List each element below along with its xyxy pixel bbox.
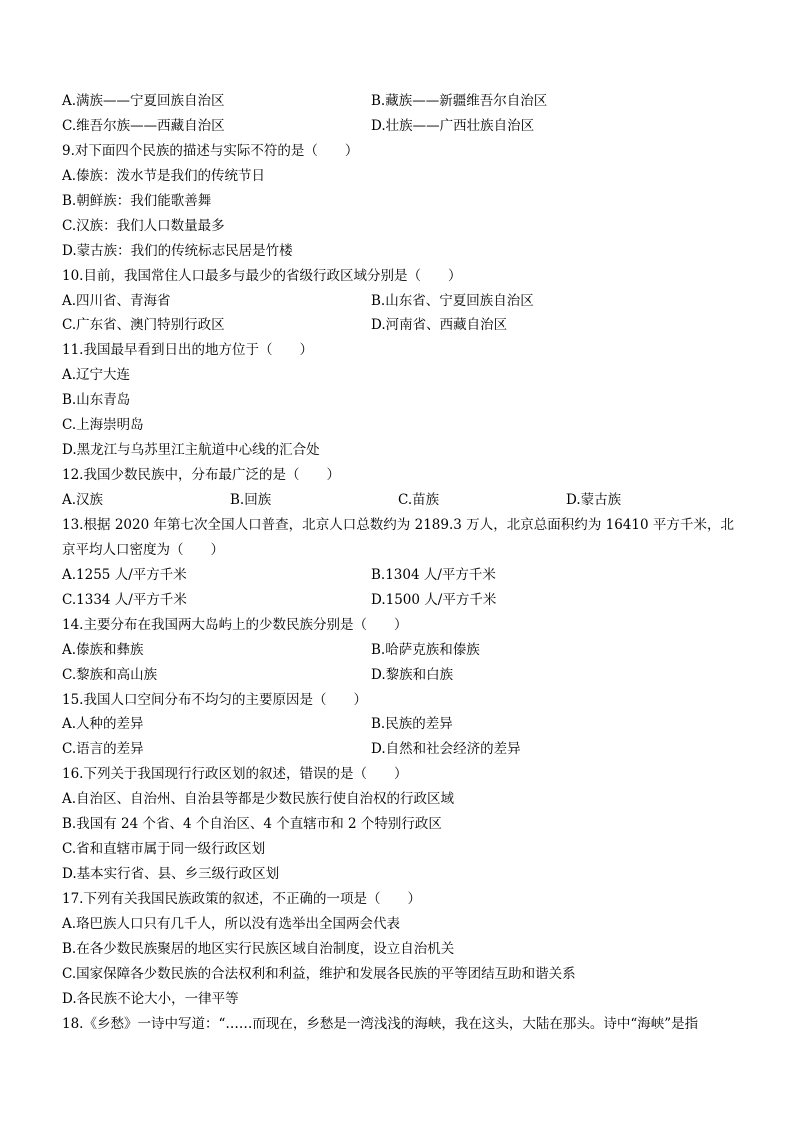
option: D.蒙古族 [566, 492, 622, 508]
option: A.自治区、自治州、自治县等都是少数民族行使自治权的行政区域 [62, 791, 455, 808]
option-row [62, 588, 734, 613]
option-row [62, 737, 734, 762]
option: A.四川省、青海省 [62, 292, 171, 309]
question-stem-13: 13.根据 2020 年第七次全国人口普查，北京人口总数约为 2189.3 万人，北京总面积约为 16410 平方千米，北京平均人口密度为（ ） [62, 516, 734, 558]
option: C.语言的差异 [62, 741, 144, 758]
option: A.珞巴族人口只有几千人，所以没有选举出全国两会代表 [62, 915, 401, 932]
option-row [62, 488, 734, 513]
question-stem-17: 17.下列有关我国民族政策的叙述，不正确的一项是（ ） [62, 891, 421, 908]
option: B.山东青岛 [62, 392, 131, 409]
option: D.壮族——广西壮族自治区 [371, 117, 535, 134]
option: C.1334 人/平方千米 [62, 591, 187, 608]
option-row [62, 563, 734, 588]
option-row [62, 114, 734, 139]
option-row [62, 663, 734, 688]
option: C.汉族：我们人口数量最多 [62, 217, 225, 234]
question-stem-16: 16.下列关于我国现行行政区划的叙述，错误的是（ ） [62, 766, 408, 783]
option: A.满族——宁夏回族自治区 [62, 93, 225, 109]
option: D.自然和社会经济的差异 [371, 741, 521, 758]
option: A.傣族：泼水节是我们的传统节日 [62, 167, 266, 184]
question-stem-18: 18.《乡愁》一诗中写道：“……而现在，乡愁是一湾浅浅的海峡，我在这头，大陆在那头。诗中“海峡”是指 [62, 1015, 699, 1032]
option: D.基本实行省、县、乡三级行政区划 [62, 866, 280, 883]
question-stem-9: 9.对下面四个民族的描述与实际不符的是（ ） [62, 142, 359, 159]
option: B.藏族——新疆维吾尔自治区 [371, 93, 548, 109]
question-stem-12: 12.我国少数民族中，分布最广泛的是（ ） [62, 467, 340, 484]
option: B.民族的差异 [371, 716, 453, 733]
option: D.蒙古族：我们的传统标志民居是竹楼 [62, 242, 293, 259]
option-row [62, 89, 734, 114]
question-stem-10: 10.目前，我国常住人口最多与最少的省级行政区域分别是（ ） [62, 267, 462, 284]
option: A.辽宁大连 [62, 367, 131, 384]
option: C.省和直辖市属于同一级行政区划 [62, 841, 266, 858]
option-row [62, 313, 734, 338]
option: A.傣族和彝族 [62, 641, 144, 658]
option: B.哈萨克族和傣族 [371, 641, 480, 658]
option-row [62, 289, 734, 314]
question-list [62, 89, 734, 1037]
question-stem-14: 14.主要分布在我国两大岛屿上的少数民族分别是（ ） [62, 616, 408, 633]
option-row [62, 712, 734, 737]
option: C.国家保障各少数民族的合法权利和利益，维护和发展各民族的平等团结互助和谐关系 [62, 965, 576, 982]
option: D.黎族和白族 [371, 666, 454, 683]
option: C.广东省、澳门特别行政区 [62, 317, 225, 334]
option: A.人种的差异 [62, 716, 144, 733]
option: D.黑龙江与乌苏里江主航道中心线的汇合处 [62, 442, 320, 459]
option: B.朝鲜族：我们能歌善舞 [62, 192, 212, 209]
option: B.在各少数民族聚居的地区实行民族区域自治制度，设立自治机关 [62, 940, 455, 957]
option: A.1255 人/平方千米 [62, 566, 187, 583]
option: D.1500 人/平方千米 [371, 591, 497, 608]
option: B.山东省、宁夏回族自治区 [371, 292, 534, 309]
option: B.我国有 24 个省、4 个自治区、4 个直辖市和 2 个特别行政区 [62, 816, 442, 833]
option-row [62, 638, 734, 663]
question-stem-15: 15.我国人口空间分布不均匀的主要原因是（ ） [62, 691, 367, 708]
option: B.1304 人/平方千米 [371, 566, 496, 583]
option: C.黎族和高山族 [62, 666, 158, 683]
option: C.维吾尔族——西藏自治区 [62, 117, 225, 134]
option: C.苗族 [398, 492, 440, 508]
option: B.回族 [230, 492, 272, 508]
option: D.各民族不论大小，一律平等 [62, 990, 239, 1007]
option: A.汉族 [62, 492, 104, 508]
option: C.上海崇明岛 [62, 417, 144, 434]
option: D.河南省、西藏自治区 [371, 317, 508, 334]
question-stem-11: 11.我国最早看到日出的地方位于（ ） [62, 342, 313, 359]
